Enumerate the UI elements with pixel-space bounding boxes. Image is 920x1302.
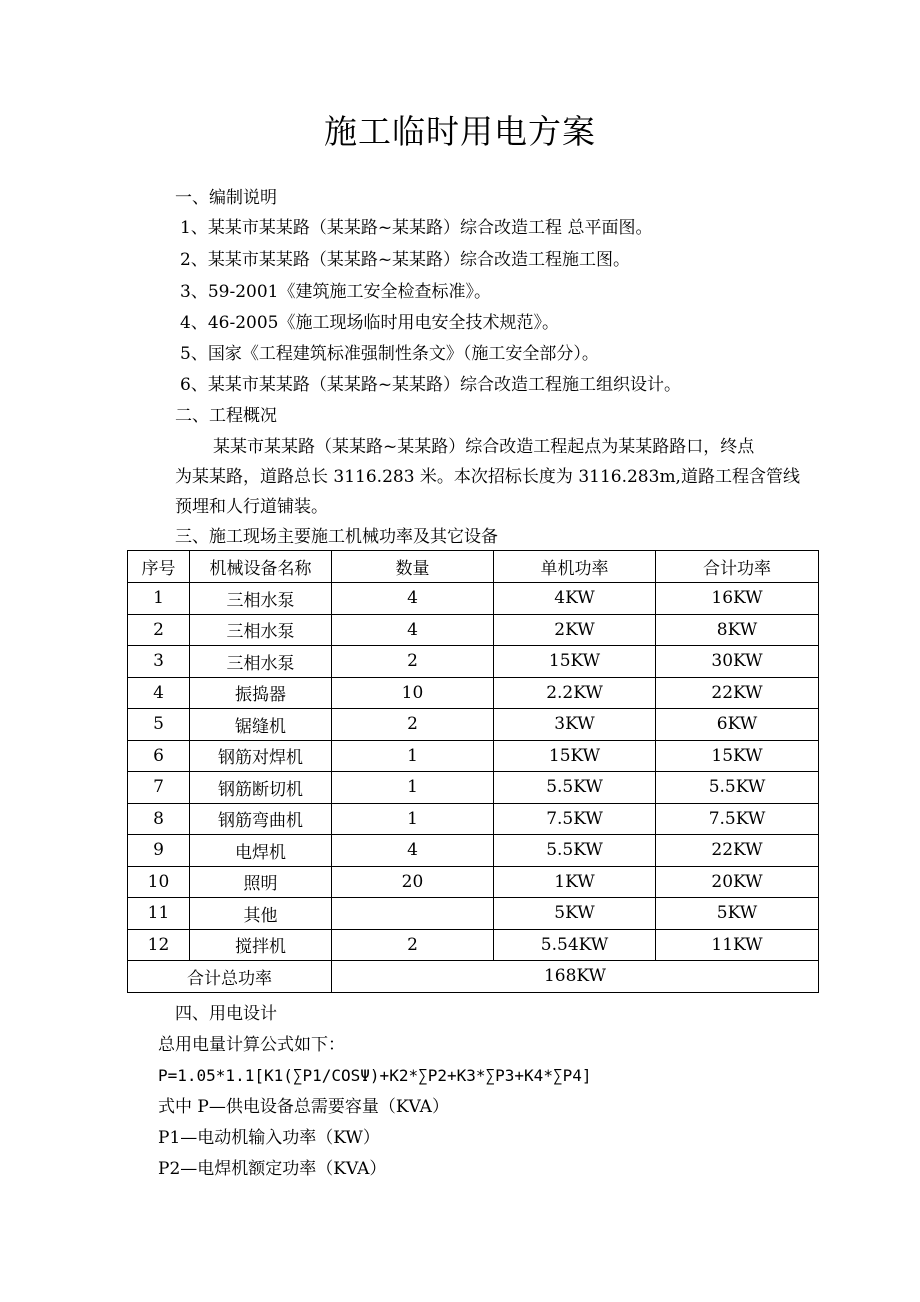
table-cell: 搅拌机 bbox=[190, 929, 332, 961]
table-row bbox=[128, 866, 819, 898]
power-formula: P=1.05*1.1[K1(∑P1/COSΨ)+K2*∑P2+K3*∑P3+K4*∑P4] bbox=[158, 1066, 592, 1085]
table-cell: 15KW bbox=[494, 646, 656, 678]
column-header: 序号 bbox=[128, 551, 190, 583]
overview-paragraph-line: 预埋和人行道铺装。 bbox=[175, 497, 328, 517]
table-cell: 4 bbox=[332, 614, 494, 646]
table-cell: 三相水泵 bbox=[190, 614, 332, 646]
column-header: 单机功率 bbox=[494, 551, 656, 583]
section-heading-4: 四、用电设计 bbox=[175, 1004, 277, 1024]
formula-definition: P2—电焊机额定功率（KVA） bbox=[158, 1159, 387, 1179]
table-cell: 22KW bbox=[656, 835, 819, 867]
table-cell: 1 bbox=[128, 583, 190, 615]
table-cell: 12 bbox=[128, 929, 190, 961]
table-cell: 8 bbox=[128, 803, 190, 835]
column-header: 数量 bbox=[332, 551, 494, 583]
table-cell: 2 bbox=[332, 646, 494, 678]
table-cell: 11 bbox=[128, 898, 190, 930]
table-cell: 1 bbox=[332, 740, 494, 772]
table-row bbox=[128, 898, 819, 930]
page-title: 施工临时用电方案 bbox=[324, 112, 596, 151]
table-cell: 10 bbox=[128, 866, 190, 898]
overview-paragraph-line: 为某某路，道路总长 3116.283 米。本次招标长度为 3116.283m,道路工程含管线 bbox=[175, 467, 800, 487]
list-item: 6、某某市某某路（某某路~某某路）综合改造工程施工组织设计。 bbox=[180, 375, 682, 395]
table-cell: 2 bbox=[332, 929, 494, 961]
table-cell: 5.5KW bbox=[656, 772, 819, 804]
table-cell: 6 bbox=[128, 740, 190, 772]
table-cell: 振捣器 bbox=[190, 677, 332, 709]
table-cell: 30KW bbox=[656, 646, 819, 678]
table-cell: 4KW bbox=[494, 583, 656, 615]
table-cell: 9 bbox=[128, 835, 190, 867]
table-cell: 5KW bbox=[494, 898, 656, 930]
table-cell: 三相水泵 bbox=[190, 646, 332, 678]
table-row bbox=[128, 740, 819, 772]
total-label: 合计总功率 bbox=[128, 961, 332, 993]
table-row bbox=[128, 614, 819, 646]
table-total-row bbox=[128, 961, 819, 993]
table-row bbox=[128, 772, 819, 804]
table-row bbox=[128, 803, 819, 835]
table-cell bbox=[332, 898, 494, 930]
table-cell: 20KW bbox=[656, 866, 819, 898]
list-item: 5、国家《工程建筑标准强制性条文》（施工安全部分）。 bbox=[180, 344, 599, 364]
table-cell: 1 bbox=[332, 772, 494, 804]
table-cell: 钢筋对焊机 bbox=[190, 740, 332, 772]
table-header-row bbox=[128, 551, 819, 583]
list-item: 3、59-2001《建筑施工安全检查标准》。 bbox=[180, 282, 491, 302]
overview-paragraph-line: 某某市某某路（某某路~某某路）综合改造工程起点为某某路路口，终点 bbox=[213, 437, 755, 457]
table-cell: 2 bbox=[128, 614, 190, 646]
table-cell: 三相水泵 bbox=[190, 583, 332, 615]
column-header: 机械设备名称 bbox=[190, 551, 332, 583]
table-cell: 16KW bbox=[656, 583, 819, 615]
table-cell: 5KW bbox=[656, 898, 819, 930]
table-cell: 20 bbox=[332, 866, 494, 898]
table-cell: 1KW bbox=[494, 866, 656, 898]
table-cell: 3KW bbox=[494, 709, 656, 741]
table-cell: 其他 bbox=[190, 898, 332, 930]
column-header: 合计功率 bbox=[656, 551, 819, 583]
table-cell: 1 bbox=[332, 803, 494, 835]
list-item: 1、某某市某某路（某某路~某某路）综合改造工程 总平面图。 bbox=[180, 218, 653, 238]
table-cell: 电焊机 bbox=[190, 835, 332, 867]
table-cell: 4 bbox=[128, 677, 190, 709]
table-cell: 8KW bbox=[656, 614, 819, 646]
table-row bbox=[128, 646, 819, 678]
table-cell: 照明 bbox=[190, 866, 332, 898]
table-cell: 22KW bbox=[656, 677, 819, 709]
table-cell: 15KW bbox=[656, 740, 819, 772]
table-row bbox=[128, 583, 819, 615]
table-cell: 2.2KW bbox=[494, 677, 656, 709]
table-cell: 4 bbox=[332, 835, 494, 867]
table-cell: 2KW bbox=[494, 614, 656, 646]
table-cell: 钢筋弯曲机 bbox=[190, 803, 332, 835]
table-cell: 5.5KW bbox=[494, 772, 656, 804]
formula-intro: 总用电量计算公式如下： bbox=[158, 1035, 345, 1055]
table-cell: 钢筋断切机 bbox=[190, 772, 332, 804]
total-value: 168KW bbox=[332, 961, 819, 993]
table-cell: 15KW bbox=[494, 740, 656, 772]
table-cell: 3 bbox=[128, 646, 190, 678]
list-item: 4、46-2005《施工现场临时用电安全技术规范》。 bbox=[180, 313, 559, 333]
table-cell: 7 bbox=[128, 772, 190, 804]
table-cell: 10 bbox=[332, 677, 494, 709]
table-cell: 4 bbox=[332, 583, 494, 615]
table-cell: 锯缝机 bbox=[190, 709, 332, 741]
formula-definition: P1—电动机输入功率（KW） bbox=[158, 1128, 380, 1148]
table-cell: 5.5KW bbox=[494, 835, 656, 867]
table-row bbox=[128, 929, 819, 961]
table-row bbox=[128, 677, 819, 709]
section-heading-2: 二、工程概况 bbox=[175, 406, 277, 426]
table-cell: 5.54KW bbox=[494, 929, 656, 961]
section-heading-1: 一、编制说明 bbox=[175, 188, 277, 208]
table-cell: 7.5KW bbox=[494, 803, 656, 835]
table-row bbox=[128, 835, 819, 867]
table-cell: 7.5KW bbox=[656, 803, 819, 835]
formula-definition: 式中 P—供电设备总需要容量（KVA） bbox=[158, 1097, 449, 1117]
table-cell: 2 bbox=[332, 709, 494, 741]
table-cell: 11KW bbox=[656, 929, 819, 961]
section-heading-3: 三、施工现场主要施工机械功率及其它设备 bbox=[175, 527, 498, 547]
list-item: 2、某某市某某路（某某路~某某路）综合改造工程施工图。 bbox=[180, 250, 631, 270]
equipment-power-table bbox=[127, 550, 819, 993]
table-cell: 5 bbox=[128, 709, 190, 741]
table-cell: 6KW bbox=[656, 709, 819, 741]
table-row bbox=[128, 709, 819, 741]
